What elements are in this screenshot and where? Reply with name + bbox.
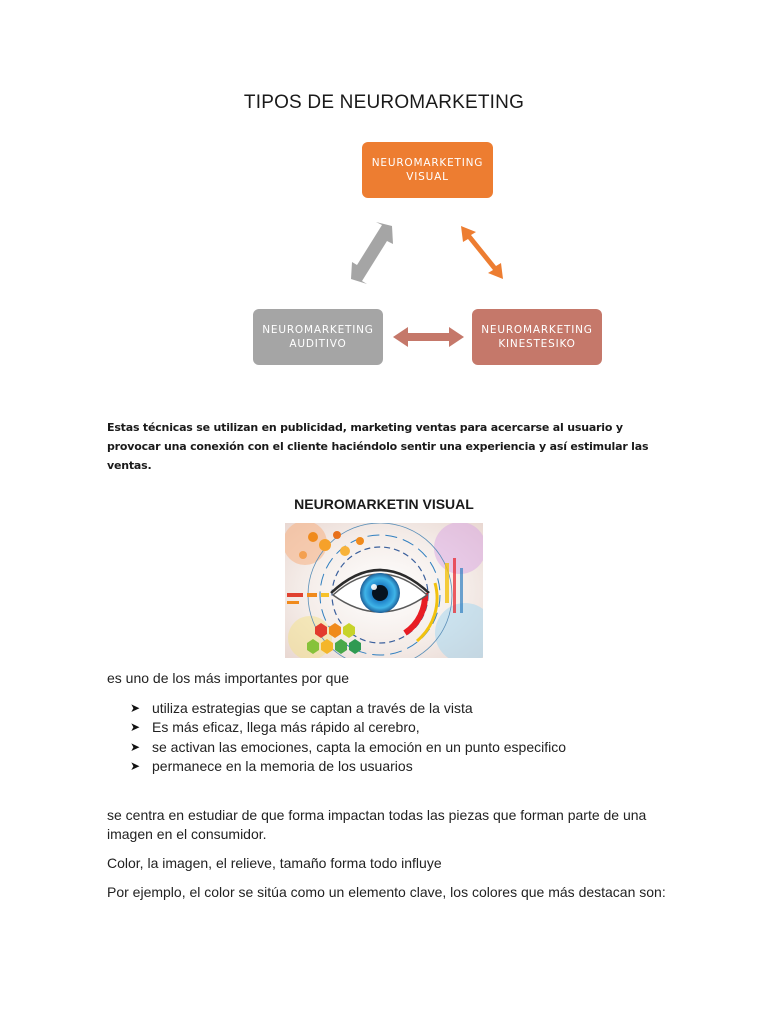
list-item-text: se activan las emociones, capta la emoción en un punto especifico bbox=[152, 738, 567, 755]
arrow-visual-kinestesiko bbox=[461, 226, 503, 279]
paragraph-influence: Color, la imagen, el relieve, tamaño forma todo influye bbox=[107, 855, 442, 871]
paragraph-color: Por ejemplo, el color se sitúa como un elemento clave, los colores que más destacan son: bbox=[107, 884, 666, 900]
arrow-auditivo-visual bbox=[351, 222, 393, 284]
node-neuromarketing-auditivo bbox=[253, 309, 383, 365]
arrowhead-bullet-icon: ➤ bbox=[130, 720, 141, 735]
arrow-auditivo-kinestesiko bbox=[393, 327, 464, 347]
list-item-text: permanece en la memoria de los usuarios bbox=[152, 758, 413, 775]
arrowhead-bullet-icon: ➤ bbox=[130, 700, 141, 715]
node-visual-line2: VISUAL bbox=[406, 171, 449, 183]
diagram-arrows bbox=[0, 0, 768, 400]
neuromarketing-cycle-diagram bbox=[0, 0, 768, 400]
paragraph-impact: se centra en estudiar de que forma impactan todas las piezas que forman parte de una imagen en el consumidor. bbox=[107, 807, 647, 842]
list-item bbox=[130, 757, 566, 777]
list-item bbox=[130, 698, 566, 718]
node-auditivo-line2: AUDITIVO bbox=[289, 338, 347, 350]
arrowhead-bullet-icon: ➤ bbox=[130, 759, 141, 774]
section-heading: NEUROMARKETIN VISUAL bbox=[294, 496, 474, 512]
node-neuromarketing-visual bbox=[362, 142, 493, 198]
node-auditivo-line1: NEUROMARKETING bbox=[262, 324, 374, 336]
list-item bbox=[130, 737, 566, 757]
arrowhead-bullet-icon: ➤ bbox=[130, 739, 141, 754]
node-visual-line1: NEUROMARKETING bbox=[371, 157, 484, 169]
page-title: TIPOS DE NEUROMARKETING bbox=[243, 92, 525, 113]
node-kinestesiko-line2: KINESTESIKO bbox=[498, 338, 576, 350]
eye-illustration-graphic bbox=[285, 523, 483, 658]
eye-illustration bbox=[285, 523, 483, 658]
list-item-text: utiliza estrategias que se captan a través de la vista bbox=[152, 699, 473, 716]
list-item-text: Es más eficaz, llega más rápido al cerebro, bbox=[152, 719, 420, 736]
intro-paragraph: Estas técnicas se utilizan en publicidad, marketing ventas para acercarse al usuario y provocar una conexión con el cliente haciéndolo sentir una experiencia y así estimular las ventas. bbox=[107, 421, 649, 472]
list-item bbox=[130, 718, 566, 738]
node-kinestesiko-line1: NEUROMARKETING bbox=[481, 324, 593, 336]
lead-text: es uno de los más importantes por que bbox=[107, 670, 350, 686]
node-neuromarketing-kinestesiko bbox=[472, 309, 602, 365]
benefits-list bbox=[130, 698, 566, 776]
